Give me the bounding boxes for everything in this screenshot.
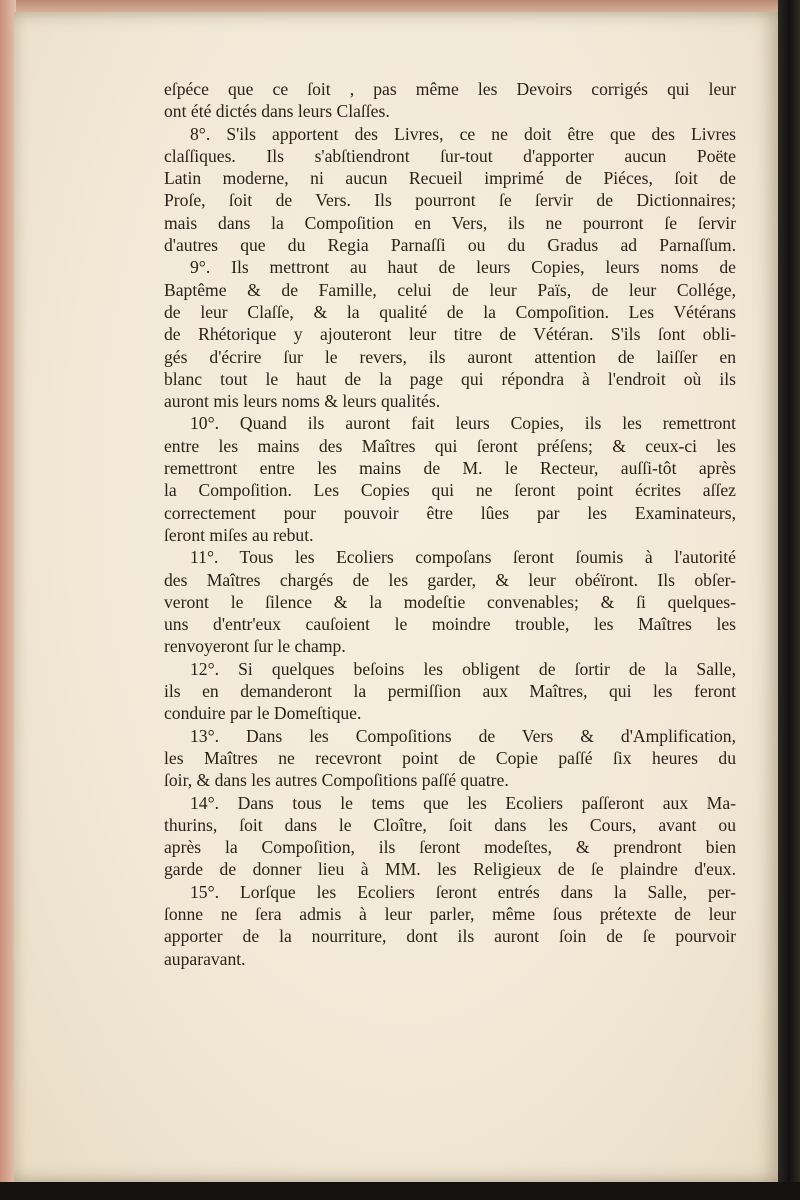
text-line: veront le ſilence & la modeſtie convenables; & ſi quelques- [164,591,736,612]
text-line: correctement pour pouvoir être lûes par les Examinateurs, [164,502,736,523]
text-line: les Maîtres ne recevront point de Copie paſſé ſix heures du [164,747,736,768]
text-line: apporter de la nourriture, dont ils auront ſoin de ſe pourvoir [164,926,736,947]
text-line: la Compoſition. Les Copies qui ne ſeront point écrites aſſez [164,480,736,501]
text-line: après la Compoſition, ils ſeront modeſtes, & prendront bien [164,837,736,858]
text-line: ils en demanderont la permiſſion aux Maîtres, qui les feront [164,681,736,702]
text-line: 9°. Ils mettront au haut de leurs Copies, leurs noms de [190,257,736,278]
text-line: 14°. Dans tous le tems que les Ecoliers paſſeront aux Ma- [190,792,736,813]
book-binding-shadow [778,0,800,1200]
text-line: conduire par le Domeſtique. [164,703,362,724]
text-line: ſeront miſes au rebut. [164,524,314,545]
text-line: d'autres que du Regia Parnaſſi ou du Gradus ad Parnaſſum. [164,235,736,256]
text-line: Latin moderne, ni aucun Recueil imprimé de Piéces, ſoit de [164,168,736,189]
body-text [164,78,736,970]
text-line: mais dans la Compoſition en Vers, ils ne pourront ſe ſervir [164,212,736,233]
paragraph-article-12 [164,658,736,725]
paragraph-article-11 [164,546,736,657]
text-line: entre les mains des Maîtres qui ſeront préſens; & ceux-ci les [164,435,736,456]
text-line: gés d'écrire ſur le revers, ils auront attention de laiſſer en [164,346,736,367]
text-line: 11°. Tous les Ecoliers compoſans ſeront ſoumis à l'autorité [190,547,736,568]
text-line: de Rhétorique y ajouteront leur titre de Vétéran. S'ils ſont obli- [164,324,736,345]
text-line: Baptême & de Famille, celui de leur Païs, de leur Collége, [164,279,736,300]
text-line: claſſiques. Ils s'abſtiendront ſur-tout d'apporter aucun Poëte [164,145,736,166]
text-line: eſpéce que ce ſoit , pas même les Devoirs corrigés qui leur [164,79,736,99]
text-line: 13°. Dans les Compoſitions de Vers & d'Amplification, [190,725,736,746]
text-line: 8°. S'ils apportent des Livres, ce ne doit être que des Livres [190,123,736,144]
text-line: ſonne ne ſera admis à leur parler, même ſous prétexte de leur [164,903,736,924]
paragraph-article-9 [164,256,736,412]
text-line: 15°. Lorſque les Ecoliers ſeront entrés dans la Salle, per- [190,881,736,902]
text-line: thurins, ſoit dans le Cloître, ſoit dans les Cours, avant ou [164,814,736,835]
paragraph-article-13 [164,725,736,792]
text-line: ſoir, & dans les autres Compoſitions paſſé quatre. [164,770,509,791]
text-line: de leur Claſſe, & la qualité de la Compoſition. Les Vétérans [164,301,736,322]
text-line: 10°. Quand ils auront fait leurs Copies, ils les remettront [190,413,736,434]
text-line: ont été dictés dans leurs Claſſes. [164,101,390,122]
paragraph-article-15 [164,881,736,970]
text-line: Proſe, ſoit de Vers. Ils pourront ſe ſervir de Dictionnaires; [164,190,736,211]
paragraph-article-14 [164,792,736,881]
paragraph-article-8 [164,123,736,257]
paragraph-continuation [164,78,736,123]
text-line: garde de donner lieu à MM. les Religieux de ſe plaindre d'eux. [164,859,736,880]
text-line: blanc tout le haut de la page qui répondra à l'endroit où ils [164,368,736,389]
text-line: renvoyeront ſur le champ. [164,636,346,657]
page-bottom-edge [0,1182,800,1200]
text-line: auront mis leurs noms & leurs qualités. [164,391,441,412]
paragraph-article-10 [164,412,736,546]
text-line: des Maîtres chargés de les garder, & leur obéïront. Ils obſer- [164,569,736,590]
text-line: auparavant. [164,948,246,969]
text-line: uns d'entr'eux cauſoient le moindre trouble, les Maîtres les [164,614,736,635]
text-line: remettront entre les mains de M. le Recteur, auſſi-tôt après [164,458,736,479]
text-line: 12°. Si quelques beſoins les obligent de ſortir de la Salle, [190,658,736,679]
